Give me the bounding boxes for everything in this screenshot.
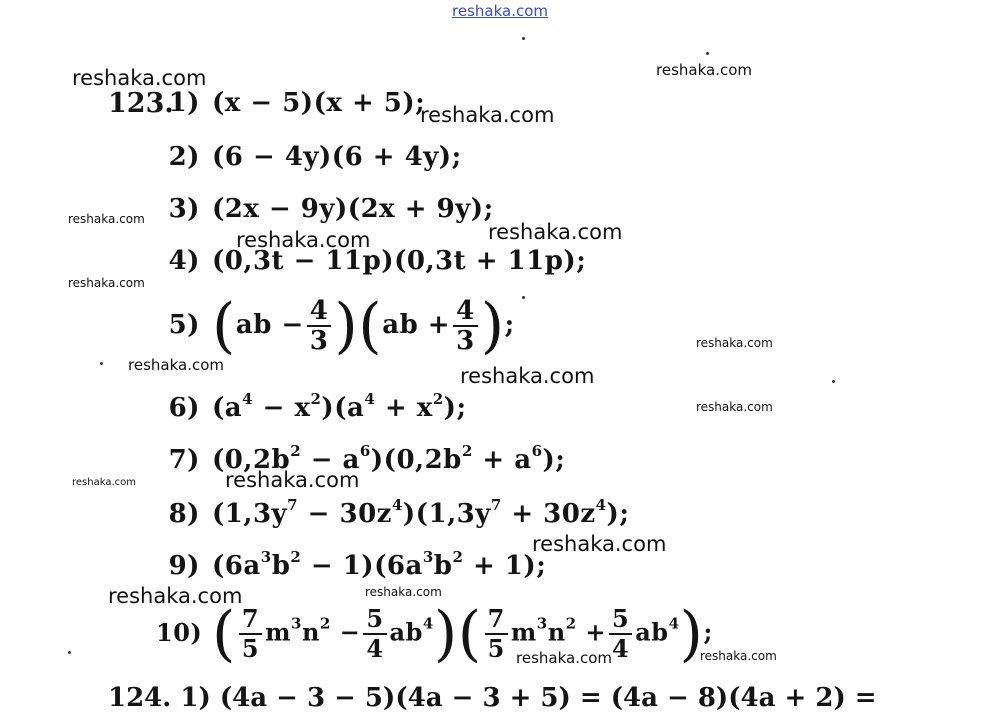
watermark: reshaka.com <box>225 468 360 492</box>
watermark: reshaka.com <box>128 356 224 374</box>
paren: ) <box>480 291 505 361</box>
paren: ( <box>212 599 236 669</box>
item-number: 10) <box>156 617 203 647</box>
item-9: 9) $(6a^3b^2 - 1)(6a^3b^2 + 1)$; <box>156 548 546 581</box>
fraction: $\frac{7}{5}$ <box>485 605 508 663</box>
watermark: reshaka.com <box>700 649 777 663</box>
item-3 <box>156 194 494 224</box>
item-2 <box>156 142 462 172</box>
watermark: reshaka.com <box>696 336 773 350</box>
item-4 <box>156 246 586 276</box>
item-number: 6) <box>168 393 200 423</box>
speck <box>706 52 709 55</box>
term: ab + <box>382 310 451 340</box>
next-task-cut: 124. 1) (4a − 3 − 5)(4a − 3 + 5) = (4a − 8)(4a + 2) = <box>108 683 877 713</box>
speck <box>100 362 103 365</box>
fraction: $\frac{4}{3}$ <box>453 297 478 355</box>
item-number: 9) <box>168 551 200 581</box>
watermark: reshaka.com <box>72 477 136 488</box>
item-6: 6) $(a^4 - x^2)(a^4 + x^2)$; <box>156 390 467 423</box>
expression: (2x − 9y)(2x + 9y); <box>212 194 494 224</box>
fraction: $\frac{4}{3}$ <box>307 297 332 355</box>
watermark: reshaka.com <box>68 276 145 290</box>
fraction: $\frac{5}{4}$ <box>609 605 632 663</box>
watermark: reshaka.com <box>460 364 595 388</box>
item-5 <box>156 291 515 361</box>
speck <box>68 651 71 654</box>
watermark: reshaka.com <box>488 220 623 244</box>
item-10: 10) ( $\frac{7}{5}$ $m^3n^2$ − $\frac{5}{4}$ $ab^4$)( $\frac{7}{5}$ $m^3n^2$ + $\frac{5}{4}$ $ab^4$); <box>156 599 713 669</box>
paren: )( <box>433 599 482 669</box>
watermark: reshaka.com <box>532 532 667 556</box>
item-number: 2) <box>168 142 200 172</box>
watermark: reshaka.com <box>656 61 752 79</box>
expression: (x − 5)(x + 5); <box>212 88 426 118</box>
paren: ) <box>679 599 704 669</box>
term: ab − <box>235 310 304 340</box>
expression: (0,3t − 11p)(0,3t + 11p); <box>212 246 587 276</box>
watermark: reshaka.com <box>236 228 371 252</box>
item-number: 1) <box>168 88 200 118</box>
watermark: reshaka.com <box>365 585 442 599</box>
paren: ( <box>212 291 236 361</box>
watermark: reshaka.com <box>72 66 207 90</box>
item-number: 8) <box>168 499 200 529</box>
watermark: reshaka.com <box>516 649 612 667</box>
item-1 <box>156 88 425 118</box>
speck <box>522 296 525 299</box>
item-7: 7) $(0,2b^2 - a^6)(0,2b^2 + a^6)$; <box>156 442 565 475</box>
watermark: reshaka.com <box>420 103 555 127</box>
fraction: $\frac{5}{4}$ <box>363 605 386 663</box>
watermark: reshaka.com <box>108 584 243 608</box>
fraction: $\frac{7}{5}$ <box>239 605 262 663</box>
item-8: 8) $(1,3y^7 - 30z^4)(1,3y^7 + 30z^4)$; <box>156 496 629 529</box>
item-number: 7) <box>168 445 200 475</box>
item-number: 3) <box>168 194 200 224</box>
speck <box>832 380 835 383</box>
term: ; <box>504 310 515 340</box>
speck <box>522 37 525 40</box>
top-watermark-link[interactable]: reshaka.com <box>452 2 548 20</box>
item-number: 4) <box>168 246 200 276</box>
watermark: reshaka.com <box>68 212 145 226</box>
task-number: 123. <box>108 88 174 119</box>
paren: )( <box>334 291 383 361</box>
item-number: 5) <box>168 310 200 340</box>
watermark: reshaka.com <box>696 400 773 414</box>
expression: (6 − 4y)(6 + 4y); <box>212 142 462 172</box>
